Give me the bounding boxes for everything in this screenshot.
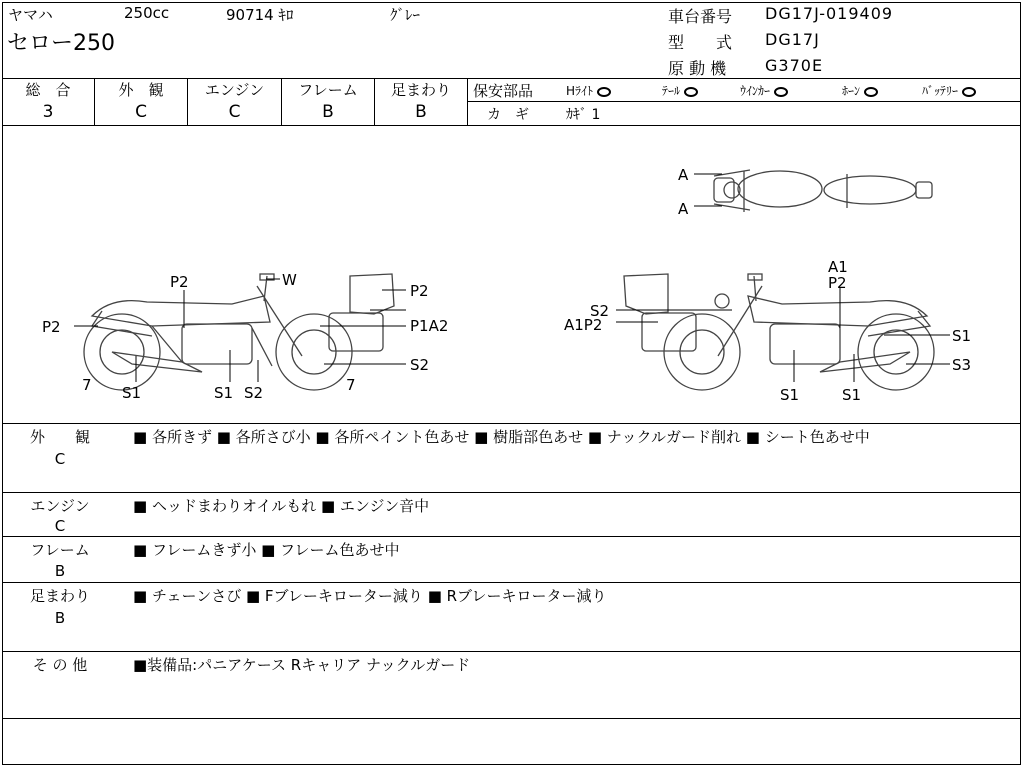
grade-exterior xyxy=(95,79,187,123)
section-grade: B xyxy=(54,562,66,580)
grade-value: C xyxy=(228,102,241,122)
ok-circle-icon xyxy=(962,87,976,97)
left-side-motorcycle xyxy=(84,274,394,390)
label-S1: S1 xyxy=(842,386,862,404)
ok-circle-icon xyxy=(774,87,788,97)
divider xyxy=(2,492,1021,493)
section-label: 外 観 xyxy=(29,428,90,446)
grade-label: エンジン xyxy=(204,81,265,99)
safety-item-tail: ﾃｰﾙ xyxy=(662,82,698,99)
top-view-motorcycle xyxy=(714,170,932,212)
safety-item-horn: ﾎｰﾝ xyxy=(842,82,878,99)
damage-diagram xyxy=(2,126,1020,422)
type-label: 型 式 xyxy=(668,33,733,52)
section-grade: C xyxy=(54,517,66,535)
section-text: ■ 各所きず ■ 各所さび小 ■ 各所ペイント色あせ ■ 樹脂部色あせ ■ ナックルガード削れ ■ シート色あせ中 xyxy=(133,428,870,446)
grade-overall xyxy=(2,79,94,123)
label-S2: S2 xyxy=(244,384,264,402)
section-grade: B xyxy=(54,609,66,627)
grade-suspension xyxy=(375,79,467,123)
label-P2: P2 xyxy=(42,318,61,336)
ok-circle-icon xyxy=(864,87,878,97)
label-S1: S1 xyxy=(214,384,234,402)
grade-label: 総 合 xyxy=(25,81,71,99)
label-A: A xyxy=(678,166,689,184)
section-label: 足まわり xyxy=(29,587,90,605)
section-text: ■装備品:パニアケース Rキャリア ナックルガード xyxy=(133,656,471,674)
section-text: ■ ヘッドまわりオイルもれ ■ エンジン音中 xyxy=(133,497,430,515)
safety-item-battery: ﾊﾞｯﾃﾘｰ xyxy=(922,82,976,99)
displacement: 250cc xyxy=(124,4,170,22)
grade-value: 3 xyxy=(42,102,54,122)
ok-circle-icon xyxy=(684,87,698,97)
label-S2: S2 xyxy=(410,356,430,374)
divider xyxy=(2,536,1021,537)
maker: ヤマハ xyxy=(8,6,53,24)
label-S2: S2 xyxy=(590,302,610,320)
chassis-label: 車台番号 xyxy=(668,7,733,26)
grade-value: B xyxy=(322,102,334,122)
divider xyxy=(467,78,468,125)
label-P1A2: P1A2 xyxy=(410,317,449,335)
label-S1: S1 xyxy=(780,386,800,404)
safety-item-headlight: Hﾗｲﾄ xyxy=(566,82,611,99)
section-label: エンジン xyxy=(30,497,90,515)
leaders xyxy=(694,174,722,206)
section-label: そ の 他 xyxy=(32,656,88,674)
divider xyxy=(2,651,1021,652)
grade-value: B xyxy=(415,102,427,122)
label-W: W xyxy=(282,271,297,289)
section-grade: C xyxy=(54,450,66,468)
section-label: フレーム xyxy=(30,541,90,559)
key-value: ｶｷﾞ 1 xyxy=(566,107,601,123)
grade-label: 足まわり xyxy=(390,81,451,99)
divider xyxy=(2,718,1021,719)
section-text: ■ フレームきず小 ■ フレーム色あせ中 xyxy=(133,541,400,559)
chassis-value: DG17J-019409 xyxy=(765,4,894,23)
label-7: 7 xyxy=(82,376,92,394)
label-A1: A1 xyxy=(828,258,848,276)
grade-frame xyxy=(282,79,374,123)
label-S3: S3 xyxy=(952,356,972,374)
label-7: 7 xyxy=(346,376,356,394)
divider xyxy=(467,101,1021,102)
label-P2: P2 xyxy=(170,273,189,291)
type-value: DG17J xyxy=(765,30,820,49)
engine-value: G370E xyxy=(765,56,824,75)
mileage: 90714 ｷﾛ xyxy=(226,6,294,24)
divider xyxy=(2,423,1021,424)
grade-label: 外 観 xyxy=(118,81,164,99)
model-name: セロー250 xyxy=(7,31,115,56)
label-A1P2: A1P2 xyxy=(564,316,603,334)
label-S1: S1 xyxy=(122,384,142,402)
ok-circle-icon xyxy=(597,87,611,97)
grade-engine xyxy=(188,79,281,123)
key-label: カ ギ xyxy=(487,107,529,123)
safety-item-winker: ｳｲﾝｶｰ xyxy=(740,82,788,99)
grade-label: フレーム xyxy=(298,81,358,99)
grade-value: C xyxy=(135,102,147,122)
label-A: A xyxy=(678,200,689,218)
divider xyxy=(2,582,1021,583)
label-P2: P2 xyxy=(410,282,429,300)
color: ｸﾞﾚｰ xyxy=(390,6,421,24)
label-S1: S1 xyxy=(952,327,972,345)
engine-label: 原 動 機 xyxy=(668,59,727,78)
label-P2: P2 xyxy=(828,274,847,292)
section-text: ■ チェーンさび ■ Fブレーキローター減り ■ Rブレーキローター減り xyxy=(133,587,607,605)
safety-label: 保安部品 xyxy=(473,82,534,100)
right-side-motorcycle xyxy=(624,274,934,390)
